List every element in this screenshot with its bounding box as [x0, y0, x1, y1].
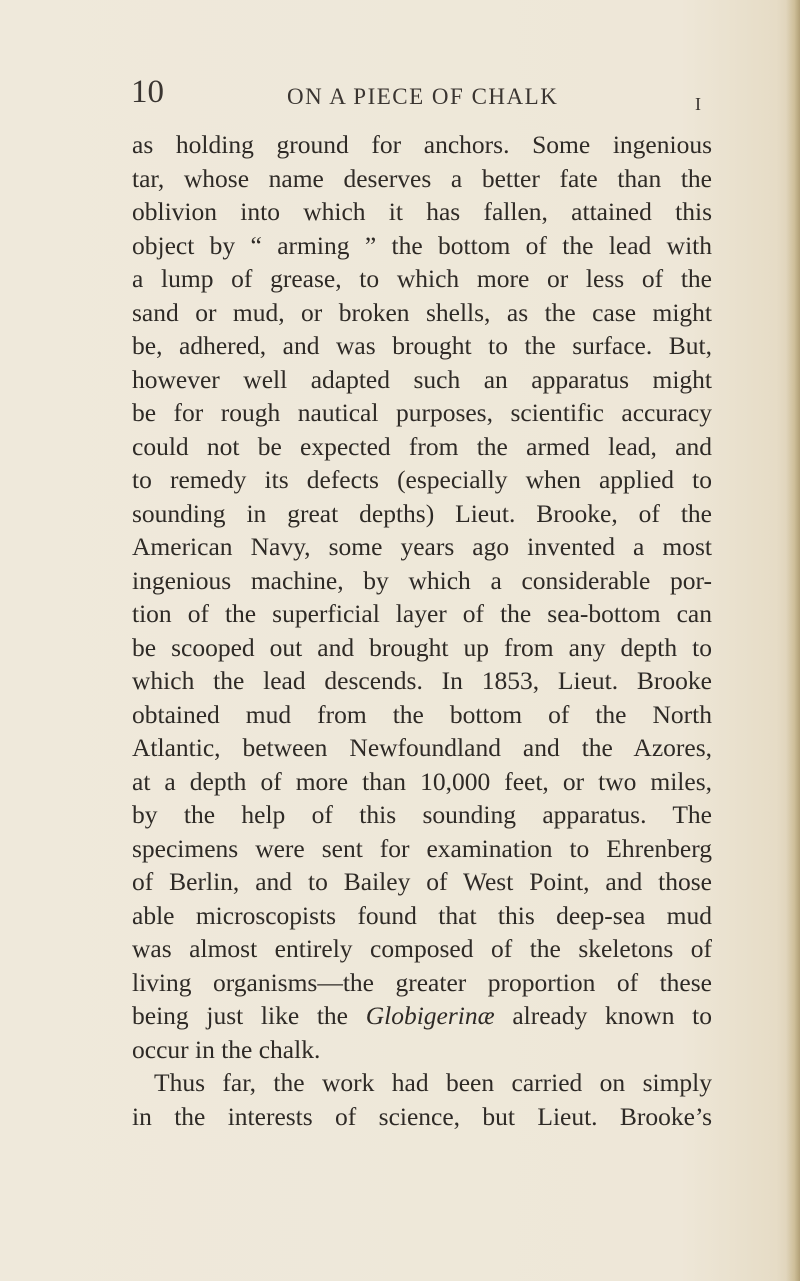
text-line: sounding in great depths) Lieut. Brooke, of the: [132, 498, 712, 528]
text-line: [132, 999, 712, 1033]
text-line: to remedy its defects (especially when applied to: [132, 465, 712, 494]
running-head: ON A PIECE OF CHALK: [287, 84, 559, 109]
text-line: specimens were sent for examination to Ehrenberg: [132, 833, 712, 863]
text-line: obtained mud from the bottom of the North: [132, 699, 712, 729]
text-line: which the lead descends. In 1853, Lieut. Brooke: [132, 666, 712, 695]
text-line: able microscopists found that this deep-sea mud: [132, 900, 712, 930]
text-line: Atlantic, between Newfoundland and the Azores,: [132, 733, 712, 762]
paragraph-end-line: occur in the chalk.: [132, 1034, 321, 1064]
paragraph-start-line: Thus far, the work had been carried on simply: [154, 1068, 712, 1097]
text-line: of Berlin, and to Bailey of West Point, and those: [132, 867, 712, 896]
text-fragment: already known to: [494, 1001, 713, 1030]
section-mark: I: [695, 94, 701, 114]
page-number: 10: [131, 74, 164, 110]
text-line: tar, whose name deserves a better fate than the: [132, 163, 712, 193]
text-fragment: being just like the: [132, 1001, 366, 1030]
body-text: [132, 128, 712, 1133]
text-line: in the interests of science, but Lieut. Brooke’s: [132, 1101, 712, 1131]
text-line: at a depth of more than 10,000 feet, or two miles,: [132, 766, 712, 796]
text-line: sand or mud, or broken shells, as the case might: [132, 297, 712, 327]
text-line: tion of the superficial layer of the sea-bottom can: [132, 599, 712, 628]
text-line: oblivion into which it has fallen, attained this: [132, 197, 712, 226]
text-line: however well adapted such an apparatus might: [132, 364, 712, 394]
text-line: be for rough nautical purposes, scientific accuracy: [132, 398, 712, 427]
text-line: as holding ground for anchors. Some ingenious: [132, 130, 712, 159]
italic-term: Globigerinæ: [365, 1001, 495, 1030]
text-line: object by “ arming ” the bottom of the lead with: [132, 230, 712, 260]
text-line: ingenious machine, by which a considerable por-: [132, 565, 712, 595]
text-line: be scooped out and brought up from any depth to: [132, 632, 712, 662]
text-line: be, adhered, and was brought to the surface. But,: [132, 331, 712, 360]
text-line: American Navy, some years ago invented a most: [132, 532, 712, 561]
text-line: a lump of grease, to which more or less of the: [132, 264, 712, 293]
page-edge-shadow: [786, 0, 800, 1281]
text-line: living organisms—the greater proportion of these: [132, 967, 712, 997]
text-line: by the help of this sounding apparatus. The: [132, 800, 712, 829]
page-header: [0, 62, 800, 122]
text-line: could not be expected from the armed lead, and: [132, 431, 712, 461]
text-line: was almost entirely composed of the skeletons of: [132, 934, 712, 963]
